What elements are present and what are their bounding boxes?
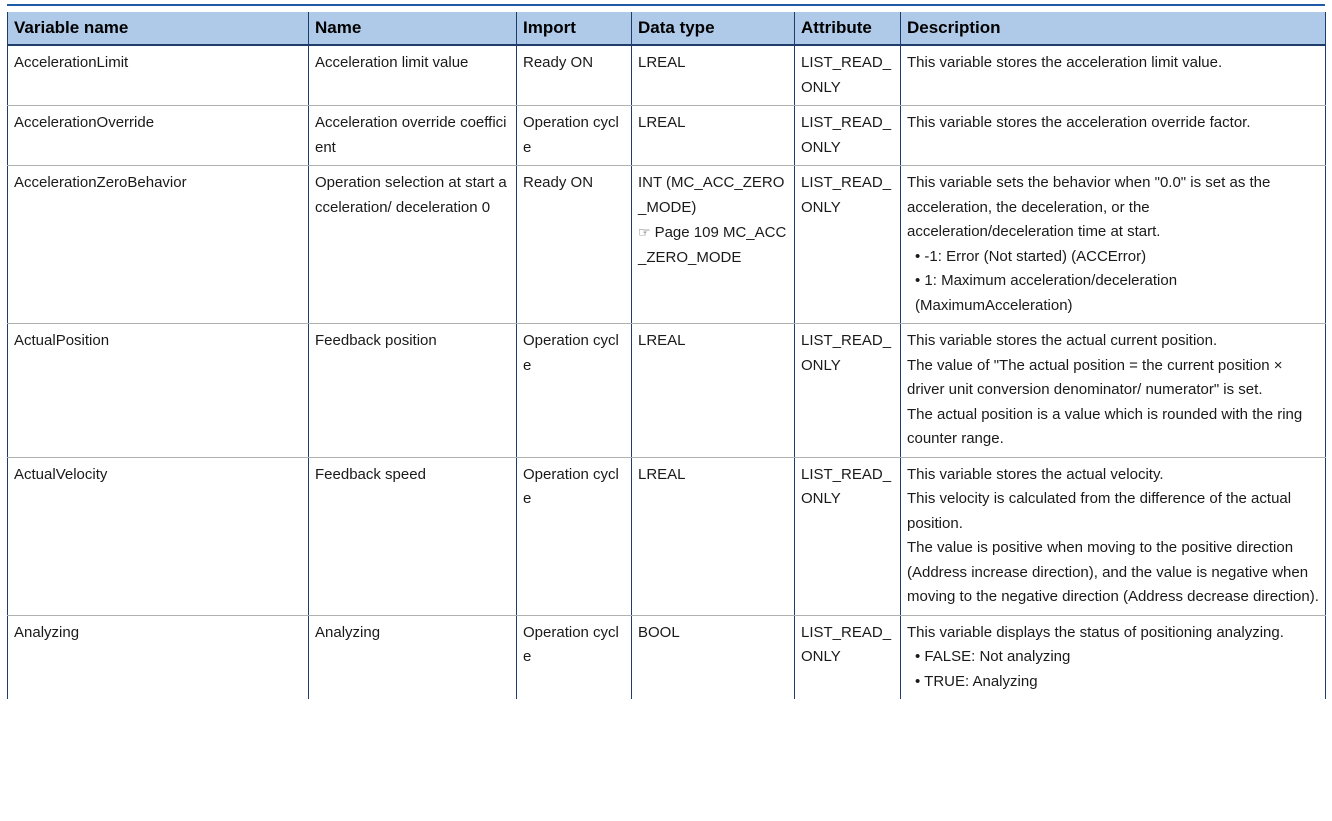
cell-description xyxy=(901,457,1326,615)
description-bullet: • FALSE: Not analyzing xyxy=(915,648,1071,665)
cell-attribute: LIST_READ_ONLY xyxy=(795,615,901,699)
cell-variable-name: AccelerationZeroBehavior xyxy=(8,166,309,324)
cell-name: Acceleration limit value xyxy=(309,45,517,106)
data-type-reference-link[interactable] xyxy=(638,220,788,270)
cell-name: Analyzing xyxy=(309,615,517,699)
description-line: This variable stores the actual current position. xyxy=(907,332,1218,349)
cell-attribute: LIST_READ_ONLY xyxy=(795,166,901,324)
description-bullet: • 1: Maximum acceleration/deceleration (MaximumAcceleration) xyxy=(915,272,1178,314)
description-line: This variable displays the status of positioning analyzing. xyxy=(907,623,1284,641)
cell-name: Operation selection at start acceleration/ deceleration 0 xyxy=(309,166,517,324)
cell-data-type xyxy=(632,166,795,324)
reference-link-text: Page 109 MC_ACC_ZERO_MODE xyxy=(638,224,787,266)
bullet-text: 1: Maximum acceleration/deceleration (MaximumAcceleration) xyxy=(915,272,1178,314)
data-type-value: INT (MC_ACC_ZERO_MODE) xyxy=(638,174,785,216)
column-header-variable-name: Variable name xyxy=(8,12,309,45)
description-bullet: • TRUE: Analyzing xyxy=(915,672,1038,690)
description-line: This variable stores the actual velocity. xyxy=(907,465,1164,483)
top-rule xyxy=(7,4,1325,6)
description-line: This variable stores the acceleration override factor. xyxy=(907,114,1251,131)
description-bullet: • -1: Error (Not started) (ACCError) xyxy=(915,247,1147,265)
cell-name: Feedback position xyxy=(309,324,517,458)
column-header-import: Import xyxy=(517,12,632,45)
cell-attribute: LIST_READ_ONLY xyxy=(795,106,901,166)
cell-variable-name: ActualPosition xyxy=(8,324,309,458)
cell-data-type: LREAL xyxy=(632,324,795,458)
cell-description xyxy=(901,106,1326,166)
description-line: The value is positive when moving to the positive direction (Address increase direction), and the value is negative when moving to the negative direction (Address decrease direction). xyxy=(907,539,1319,605)
description-line: The actual position is a value which is rounded with the ring counter range. xyxy=(907,405,1303,447)
cell-attribute: LIST_READ_ONLY xyxy=(795,457,901,615)
bullet-text: FALSE: Not analyzing xyxy=(924,648,1071,665)
table-row xyxy=(8,615,1326,699)
table-row xyxy=(8,45,1326,106)
cell-variable-name: ActualVelocity xyxy=(8,457,309,615)
cell-import: Operation cycle xyxy=(517,324,632,458)
bullet-text: -1: Error (Not started) (ACCError) xyxy=(924,247,1147,265)
cell-name: Feedback speed xyxy=(309,457,517,615)
column-header-name: Name xyxy=(309,12,517,45)
cell-description xyxy=(901,615,1326,699)
cell-import: Operation cycle xyxy=(517,457,632,615)
description-line: This velocity is calculated from the difference of the actual position. xyxy=(907,490,1292,532)
cell-variable-name: AccelerationLimit xyxy=(8,45,309,106)
cell-data-type: BOOL xyxy=(632,615,795,699)
description-line: This variable stores the acceleration limit value. xyxy=(907,54,1223,71)
column-header-description: Description xyxy=(901,12,1326,45)
cell-import: Operation cycle xyxy=(517,615,632,699)
cell-attribute: LIST_READ_ONLY xyxy=(795,324,901,458)
column-header-data-type: Data type xyxy=(632,12,795,45)
cell-name: Acceleration override coefficient xyxy=(309,106,517,166)
cell-data-type: LREAL xyxy=(632,45,795,106)
cell-import: Ready ON xyxy=(517,45,632,106)
column-header-attribute: Attribute xyxy=(795,12,901,45)
reference-hand-icon: ☞ xyxy=(638,224,651,240)
cell-description xyxy=(901,166,1326,324)
cell-import: Ready ON xyxy=(517,166,632,324)
bullet-text: TRUE: Analyzing xyxy=(924,672,1038,690)
table-header-row xyxy=(8,12,1326,45)
table-row xyxy=(8,166,1326,324)
cell-import: Operation cycle xyxy=(517,106,632,166)
description-line: The value of "The actual position = the current position × driver unit conversion denominator/ numerator" is set. xyxy=(907,356,1283,398)
cell-data-type: LREAL xyxy=(632,106,795,166)
cell-attribute: LIST_READ_ONLY xyxy=(795,45,901,106)
cell-description xyxy=(901,45,1326,106)
table-row xyxy=(8,324,1326,458)
table-row xyxy=(8,106,1326,166)
description-line: This variable sets the behavior when "0.0" is set as the acceleration, the deceleration, or the acceleration/deceleration time at start. xyxy=(907,174,1271,240)
variables-table xyxy=(7,12,1326,699)
cell-variable-name: Analyzing xyxy=(8,615,309,699)
cell-description xyxy=(901,324,1326,458)
cell-data-type: LREAL xyxy=(632,457,795,615)
table-row xyxy=(8,457,1326,615)
cell-variable-name: AccelerationOverride xyxy=(8,106,309,166)
